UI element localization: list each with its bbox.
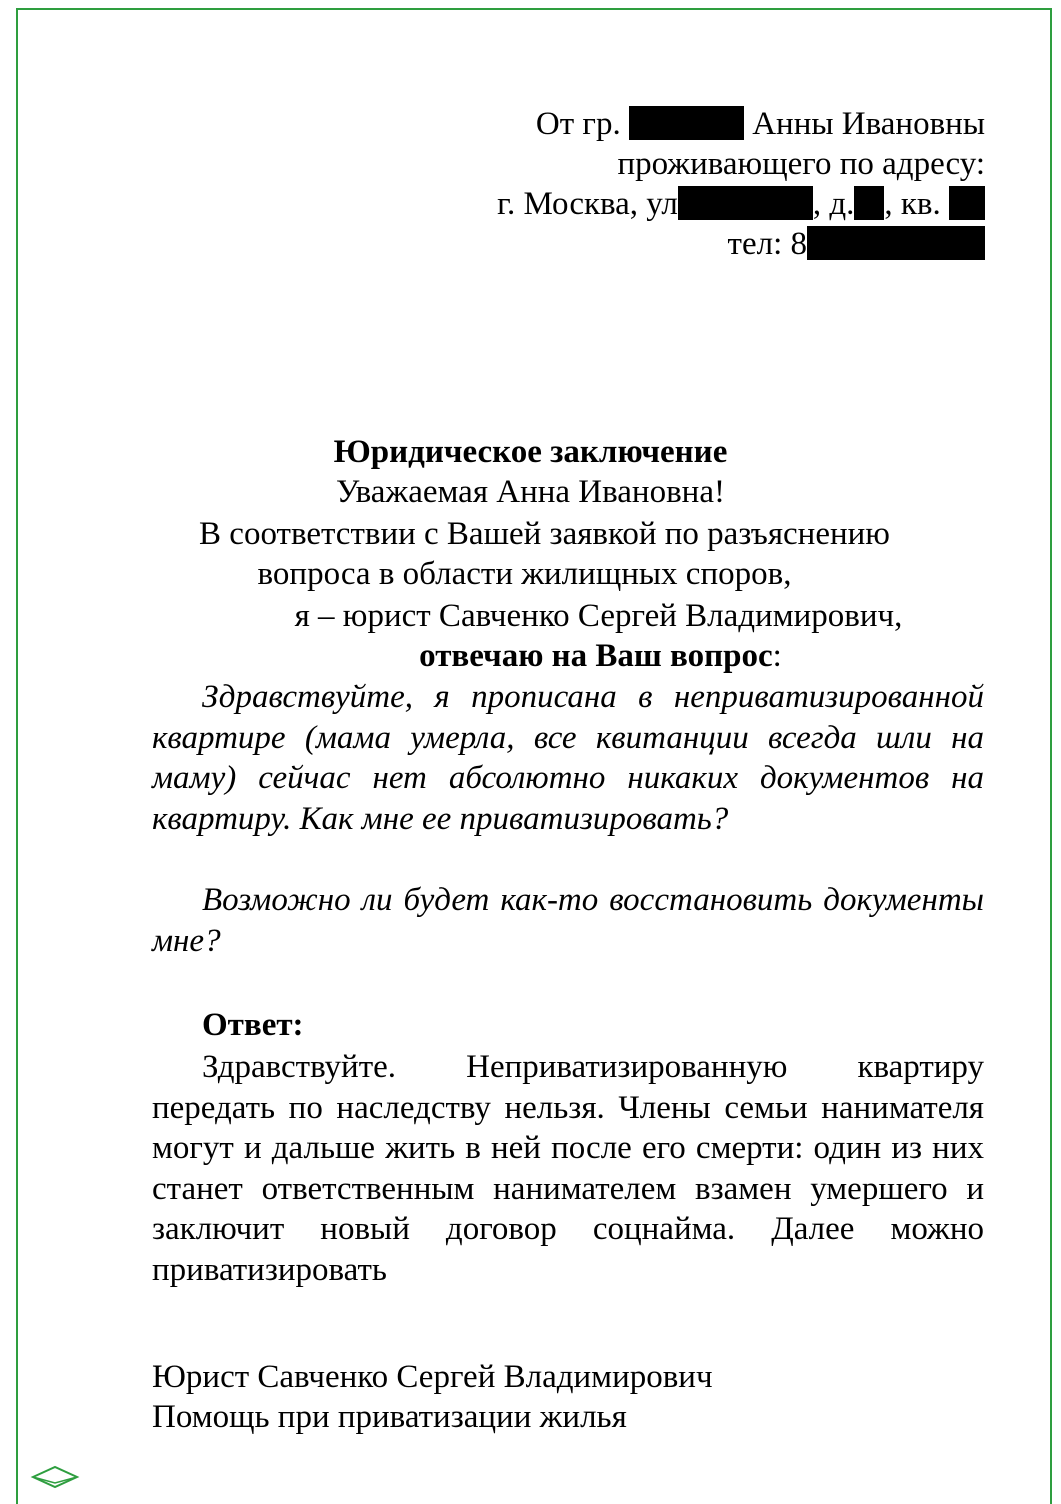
- intro-line-1: В соответствии с Вашей заявкой по разъяснению: [199, 516, 890, 552]
- intro-colon: :: [772, 638, 782, 674]
- address-city: г. Москва, ул: [497, 186, 678, 222]
- address-house: , д.: [812, 186, 855, 222]
- question-paragraph-2: Возможно ли будет как-то восстановить документы мне?: [152, 882, 984, 959]
- greeting: Уважаемая Анна Ивановна!: [336, 474, 725, 510]
- phone-line: [728, 224, 985, 264]
- address-line: [497, 184, 985, 224]
- document-title: Юридическое заключение: [333, 434, 728, 470]
- signature-line-1: Юрист Савченко Сергей Владимирович: [152, 1359, 713, 1395]
- redacted-street: [678, 186, 813, 220]
- intro-bold: отвечаю на Ваш вопрос: [419, 638, 773, 674]
- redacted-house: [854, 186, 884, 220]
- signature-line-2: Помощь при приватизации жилья: [152, 1399, 627, 1435]
- redacted-phone: [807, 226, 985, 260]
- redacted-surname: [629, 106, 744, 140]
- phone-prefix: тел: 8: [727, 226, 807, 262]
- intro-line-3: я – юрист Савченко Сергей Владимирович,: [294, 598, 903, 634]
- address-flat: , кв.: [884, 186, 941, 222]
- residence-line: проживающего по адресу:: [617, 146, 985, 182]
- from-prefix: От гр.: [535, 106, 621, 142]
- diamond-logo-icon: [30, 1463, 80, 1491]
- answer-paragraph: Здравствуйте. Неприватизированную квартиру передать по наследству нельзя. Члены семьи нанимателя могут и дальше жить в ней после его смерти: один из них станет ответственным нанимателем взамен умершего и заключит новый договор соцнайма. Далее можно приватизировать: [152, 1049, 984, 1288]
- answer-label: Ответ:: [202, 1007, 304, 1043]
- from-name: Анны Ивановны: [752, 106, 985, 142]
- redacted-flat: [949, 186, 985, 220]
- from-line: [536, 104, 985, 144]
- intro-line-2: вопроса в области жилищных споров,: [257, 556, 792, 592]
- intro-line-4: [70, 636, 1061, 676]
- question-paragraph-1: Здравствуйте, я прописана в неприватизированной квартире (мама умерла, все квитанции всегда шли на маму) сейчас нет абсолютно никаких документов на квартиру. Как мне ее приватизировать?: [152, 679, 984, 837]
